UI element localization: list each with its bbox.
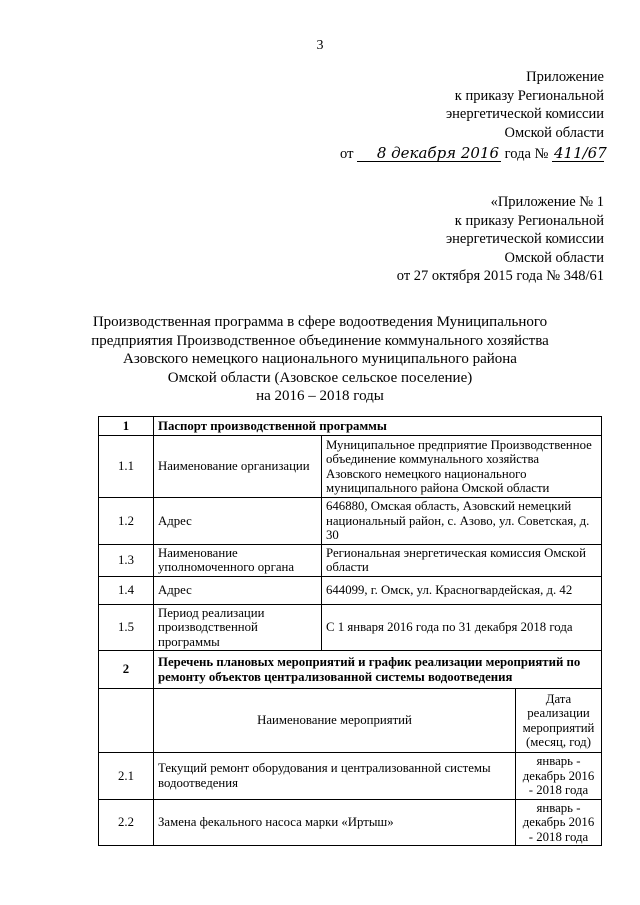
table-row (99, 576, 602, 604)
section-number: 2 (99, 651, 154, 689)
document-title (80, 313, 560, 406)
date-prefix: от (340, 146, 354, 162)
row-number: 2.2 (99, 799, 154, 846)
prior-appendix-line: от 27 октября 2015 года № 348/61 (396, 268, 604, 284)
appendix-header-line: энергетической комиссии (445, 106, 604, 122)
appendix-header-line: Омской области (504, 124, 604, 141)
row-label: Наименование уполномоченного органа (154, 544, 322, 576)
table-row (99, 436, 602, 498)
measures-header-row (99, 689, 602, 753)
prior-appendix (397, 193, 604, 286)
measure-date: январь - декабрь 2016 - 2018 года (516, 753, 602, 800)
row-number: 1.1 (99, 436, 154, 498)
title-line: Азовского немецкого национального муниципального района (123, 351, 517, 367)
row-number: 1.5 (99, 604, 154, 651)
table-row (99, 604, 602, 651)
measure-name: Текущий ремонт оборудования и централизованной системы водоотведения (154, 753, 516, 800)
title-line: предприятия Производственное объединение коммунального хозяйства (91, 332, 549, 349)
row-value: Муниципальное предприятие Производственное объединение коммунального хозяйства Азовского немецкого национального муниципального района Омской области (322, 436, 602, 498)
program-table (98, 416, 602, 846)
year-word: года № (504, 146, 549, 162)
appendix-header-line: Приложение (526, 69, 604, 85)
row-label: Период реализации производственной программы (154, 604, 322, 651)
measures-name-header: Наименование мероприятий (154, 689, 516, 753)
section-title: Перечень плановых мероприятий и график реализации мероприятий по ремонту объектов централизованной системы водоотведения (154, 651, 602, 689)
section-number: 1 (99, 417, 154, 436)
appendix-header-line: к приказу Региональной (454, 87, 604, 104)
row-number: 1.3 (99, 544, 154, 576)
measures-date-header: Дата реализации мероприятий (месяц, год) (516, 689, 602, 753)
empty-cell (99, 689, 154, 753)
section-title: Паспорт производственной программы (154, 417, 602, 436)
table-row (99, 544, 602, 576)
order-date-line (340, 144, 607, 164)
row-value: Региональная энергетическая комиссия Омской области (322, 544, 602, 576)
row-label: Адрес (154, 498, 322, 545)
row-number: 2.1 (99, 753, 154, 800)
row-number: 1.2 (99, 498, 154, 545)
handwritten-date: 8 декабря 2016 (357, 145, 501, 162)
table-row (99, 498, 602, 545)
section-1-header-row (99, 417, 602, 436)
row-number: 1.4 (99, 576, 154, 604)
row-value: 646880, Омская область, Азовский немецкий национальный район, с. Азово, ул. Советская, д. 30 (322, 498, 602, 545)
measure-name: Замена фекального насоса марки «Иртыш» (154, 799, 516, 846)
prior-appendix-line: Омской области (504, 249, 604, 266)
prior-appendix-line: к приказу Региональной (454, 212, 604, 229)
prior-appendix-line: «Приложение № 1 (490, 194, 604, 210)
title-line: Производственная программа в сфере водоотведения Муниципального (92, 314, 548, 330)
row-label: Наименование организации (154, 436, 322, 498)
title-line: Омской области (Азовское сельское поселение) (167, 369, 473, 386)
page-number: 3 (316, 38, 324, 53)
table-row (99, 753, 602, 800)
appendix-header (340, 68, 607, 164)
row-value: 644099, г. Омск, ул. Красногвардейская, д. 42 (322, 576, 602, 604)
table-row (99, 799, 602, 846)
row-label: Адрес (154, 576, 322, 604)
prior-appendix-line: энергетической комиссии (445, 231, 604, 247)
section-2-header-row (99, 651, 602, 689)
measure-date: январь - декабрь 2016 - 2018 года (516, 799, 602, 846)
handwritten-number: 411/67 (554, 144, 607, 162)
title-line: на 2016 – 2018 годы (256, 388, 384, 404)
row-value: С 1 января 2016 года по 31 декабря 2018 года (322, 604, 602, 651)
